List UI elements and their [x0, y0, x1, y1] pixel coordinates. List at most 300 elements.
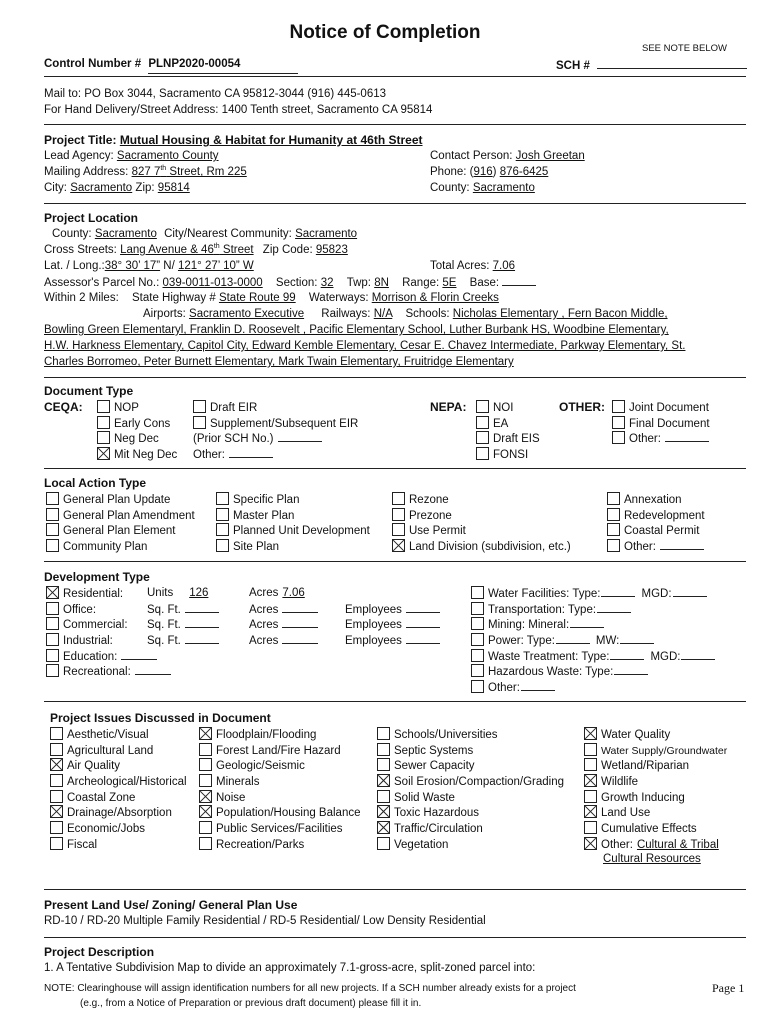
option-label: Recreation/Parks	[216, 838, 305, 851]
option-master-plan[interactable]	[216, 508, 370, 524]
fill-in-field[interactable]	[673, 586, 707, 597]
fill-in-field[interactable]	[185, 633, 219, 644]
option-soil-erosion-compaction-grading[interactable]	[377, 774, 564, 790]
aesthetic-visual-checkbox[interactable]	[50, 727, 63, 740]
option-coastal-permit[interactable]	[607, 523, 705, 539]
archeological-historical-checkbox[interactable]	[50, 774, 63, 787]
contact-person-row	[430, 149, 585, 165]
power-type-checkbox[interactable]	[471, 633, 484, 646]
option-specific-plan[interactable]	[216, 492, 370, 508]
fill-in-field[interactable]	[135, 664, 171, 675]
section-value: 32	[320, 277, 334, 289]
economic-jobs-checkbox[interactable]	[50, 821, 63, 834]
draft-eir-checkbox[interactable]	[193, 400, 206, 413]
option-label: (Prior SCH No.)	[193, 433, 274, 446]
option-other[interactable]	[193, 447, 358, 463]
option-label: Growth Inducing	[601, 791, 685, 804]
prezone-checkbox[interactable]	[392, 508, 405, 521]
option-label: Population/Housing Balance	[216, 807, 361, 820]
recreation-parks-checkbox[interactable]	[199, 837, 212, 850]
total-acres-value: 7.06	[492, 260, 516, 272]
lat-direction: N/	[160, 260, 178, 272]
parcel-row	[44, 275, 536, 292]
fill-in-field[interactable]	[610, 649, 644, 660]
wetland-riparian-checkbox[interactable]	[584, 758, 597, 771]
option-label: NOP	[114, 402, 139, 414]
option-septic-systems[interactable]	[377, 743, 564, 759]
other-options	[612, 400, 710, 447]
air-quality-checkbox[interactable]	[50, 758, 63, 771]
fill-in-field[interactable]	[614, 664, 648, 675]
fill-in-field[interactable]	[185, 617, 219, 628]
mailing-address-value: 827 7th Street, Rm 225	[131, 165, 247, 178]
toxic-hazardous-checkbox[interactable]	[377, 805, 390, 818]
sch-number-field[interactable]	[597, 57, 747, 69]
fiscal-checkbox[interactable]	[50, 837, 63, 850]
option-label: Cumulative Effects	[601, 823, 697, 836]
option-redevelopment[interactable]	[607, 508, 705, 524]
option-coastal-zone[interactable]	[50, 790, 187, 806]
option-label: Water Quality	[601, 729, 671, 741]
use-permit-checkbox[interactable]	[392, 523, 405, 536]
option-prior-sch-no[interactable]	[193, 431, 358, 447]
location-county-label: County:	[52, 228, 92, 240]
option-draft-eis[interactable]	[476, 431, 540, 447]
nepa-label: NEPA:	[430, 400, 467, 414]
option-aesthetic-visual[interactable]	[50, 727, 187, 743]
option-label: Prezone	[409, 509, 452, 522]
traffic-circulation-checkbox[interactable]	[377, 821, 390, 834]
waste-treatment-type-checkbox[interactable]	[471, 649, 484, 662]
city-value: Sacramento	[70, 182, 133, 194]
option-annexation[interactable]	[607, 492, 705, 508]
option-label: Wetland/Riparian	[601, 760, 690, 773]
base-field[interactable]	[502, 275, 536, 286]
other-checkbox[interactable]	[607, 539, 620, 552]
county-value: Sacramento	[472, 182, 535, 194]
option-water-supply-groundwater[interactable]	[584, 743, 727, 759]
option-label: Employees	[345, 603, 402, 616]
option-agricultural-land[interactable]	[50, 743, 187, 759]
land-use-heading: Present Land Use/ Zoning/ General Plan Use	[44, 898, 298, 912]
option-label: MW:	[595, 635, 620, 648]
ceqa-options	[97, 400, 177, 463]
option-label: Wildlife	[601, 776, 639, 789]
option-other[interactable]	[584, 837, 727, 853]
option-label: Other:	[193, 449, 225, 462]
agricultural-land-checkbox[interactable]	[50, 743, 63, 756]
county-row	[430, 181, 535, 197]
fill-in-field[interactable]	[406, 633, 440, 644]
floodplain-flooding-checkbox[interactable]	[199, 727, 212, 740]
option-schools-universities[interactable]	[377, 727, 564, 743]
fill-in-field[interactable]	[229, 447, 273, 458]
fill-in-field[interactable]	[570, 617, 604, 628]
divider	[44, 76, 746, 77]
mining-mineral-checkbox[interactable]	[471, 617, 484, 630]
phone-area-code: 916	[473, 166, 493, 178]
lat-long-label: Lat. / Long.:	[44, 260, 105, 272]
fill-in-field[interactable]	[521, 680, 555, 691]
option-economic-jobs[interactable]	[50, 821, 187, 837]
option-label: Joint Document	[629, 402, 709, 414]
local-action-options-4	[607, 492, 705, 555]
cumulative-effects-checkbox[interactable]	[584, 821, 597, 834]
redevelopment-checkbox[interactable]	[607, 508, 620, 521]
divider	[44, 889, 746, 890]
drainage-absorption-checkbox[interactable]	[50, 805, 63, 818]
option-label: General Plan Element	[63, 525, 176, 538]
option-fonsi[interactable]	[476, 447, 540, 463]
local-action-heading: Local Action Type	[44, 476, 147, 490]
education-checkbox[interactable]	[46, 649, 59, 662]
option-label: Soil Erosion/Compaction/Grading	[394, 776, 565, 789]
sewer-capacity-checkbox[interactable]	[377, 758, 390, 771]
option-planned-unit-development[interactable]	[216, 523, 370, 539]
option-label: Early Cons	[114, 417, 171, 430]
ea-checkbox[interactable]	[476, 416, 489, 429]
option-ea[interactable]	[476, 416, 540, 432]
location-county-row	[52, 227, 357, 243]
option-label: Land Use	[601, 807, 651, 820]
other-label: OTHER:	[559, 400, 605, 414]
option-site-plan[interactable]	[216, 539, 370, 555]
option-floodplain-flooding[interactable]	[199, 727, 361, 743]
vegetation-checkbox[interactable]	[377, 837, 390, 850]
option-public-services-facilities[interactable]	[199, 821, 361, 837]
mailing-address-row	[44, 165, 247, 181]
range-value: 5E	[442, 277, 457, 289]
option-label: Water Supply/Groundwater	[601, 744, 728, 757]
waterways-label: Waterways:	[308, 292, 369, 304]
option-label: Floodplain/Flooding	[216, 729, 317, 741]
option-supplement-subsequent-eir[interactable]	[193, 416, 358, 432]
community-plan-checkbox[interactable]	[46, 539, 59, 552]
minerals-checkbox[interactable]	[199, 774, 212, 787]
option-general-plan-update[interactable]	[46, 492, 195, 508]
option-use-permit[interactable]	[392, 523, 571, 539]
neg-dec-checkbox[interactable]	[97, 431, 110, 444]
highway-value: State Route 99	[218, 292, 296, 304]
facility-power-type[interactable]	[471, 633, 715, 649]
recreational-checkbox[interactable]	[46, 664, 59, 677]
soil-erosion-compaction-grading-checkbox[interactable]	[377, 774, 390, 787]
local-action-options-2	[216, 492, 370, 555]
option-label: Power: Type:	[488, 635, 555, 648]
land-use-checkbox[interactable]	[584, 805, 597, 818]
option-forest-land-fire-hazard[interactable]	[199, 743, 361, 759]
project-description-heading: Project Description	[44, 945, 155, 959]
option-vegetation[interactable]	[377, 837, 564, 853]
fill-in-field[interactable]	[282, 602, 318, 613]
see-note-text: SEE NOTE BELOW	[642, 43, 727, 54]
option-community-plan[interactable]	[46, 539, 195, 555]
solid-waste-checkbox[interactable]	[377, 790, 390, 803]
option-label: Traffic/Circulation	[394, 823, 483, 836]
specific-plan-checkbox[interactable]	[216, 492, 229, 505]
general-plan-element-checkbox[interactable]	[46, 523, 59, 536]
option-label: Solid Waste	[394, 791, 455, 804]
septic-systems-checkbox[interactable]	[377, 743, 390, 756]
fill-in-field[interactable]	[665, 431, 709, 442]
phone-value: 876-6425	[499, 166, 549, 178]
option-label: Sewer Capacity	[394, 760, 475, 773]
planned-unit-development-checkbox[interactable]	[216, 523, 229, 536]
county-label: County:	[430, 182, 470, 194]
option-recreation-parks[interactable]	[199, 837, 361, 853]
fill-in-field[interactable]	[278, 431, 322, 442]
option-air-quality[interactable]	[50, 758, 187, 774]
option-noise[interactable]	[199, 790, 361, 806]
option-label: Sq. Ft.	[147, 619, 181, 632]
option-label: Commercial:	[63, 619, 128, 632]
development-education[interactable]	[46, 649, 171, 665]
option-land-use[interactable]	[584, 805, 727, 821]
sch-number-row	[556, 57, 747, 75]
early-cons-checkbox[interactable]	[97, 416, 110, 429]
facility-transportation-type[interactable]	[471, 602, 715, 618]
fill-in-field[interactable]	[121, 649, 157, 660]
option-label: Master Plan	[233, 509, 295, 522]
option-label: Industrial:	[63, 635, 113, 648]
option-drainage-absorption[interactable]	[50, 805, 187, 821]
option-geologic-seismic[interactable]	[199, 758, 361, 774]
option-label: Neg Dec	[114, 433, 159, 446]
option-toxic-hazardous[interactable]	[377, 805, 564, 821]
fill-in-field[interactable]	[660, 539, 704, 550]
option-label: General Plan Amendment	[63, 509, 195, 522]
option-label: Other:	[601, 838, 633, 851]
other-checkbox[interactable]	[612, 431, 625, 444]
joint-document-checkbox[interactable]	[612, 400, 625, 413]
option-general-plan-element[interactable]	[46, 523, 195, 539]
option-other[interactable]	[607, 539, 705, 555]
option-prezone[interactable]	[392, 508, 571, 524]
noi-checkbox[interactable]	[476, 400, 489, 413]
option-draft-eir[interactable]	[193, 400, 358, 416]
control-number-field[interactable]: PLNP2020-00054	[148, 57, 298, 74]
final-document-checkbox[interactable]	[612, 416, 625, 429]
general-plan-amendment-checkbox[interactable]	[46, 508, 59, 521]
total-acres-label: Total Acres:	[430, 260, 490, 272]
option-value: Cultural & Tribal	[636, 838, 719, 851]
twp-label: Twp:	[346, 277, 371, 289]
divider	[44, 468, 746, 469]
option-wildlife[interactable]	[584, 774, 727, 790]
option-label: Acres	[249, 635, 279, 648]
growth-inducing-checkbox[interactable]	[584, 790, 597, 803]
option-sewer-capacity[interactable]	[377, 758, 564, 774]
option-rezone[interactable]	[392, 492, 571, 508]
option-label: Waste Treatment: Type:	[488, 650, 610, 663]
phone-label: Phone: (	[430, 166, 474, 178]
lat-long-row	[44, 259, 254, 275]
option-label: Hazardous Waste: Type:	[488, 666, 614, 679]
population-housing-balance-checkbox[interactable]	[199, 805, 212, 818]
option-label: Use Permit	[409, 525, 466, 538]
land-use-value: RD-10 / RD-20 Multiple Family Residential / RD-5 Residential/ Low Density Residential	[44, 915, 486, 927]
option-minerals[interactable]	[199, 774, 361, 790]
fill-in-field[interactable]	[282, 633, 318, 644]
longitude-value: 121° 27’ 10” W	[177, 260, 254, 272]
draft-eis-checkbox[interactable]	[476, 431, 489, 444]
mailing-address-label: Mailing Address:	[44, 166, 129, 178]
range-label: Range:	[402, 277, 440, 289]
lead-agency-label: Lead Agency:	[44, 150, 114, 162]
option-other[interactable]	[612, 431, 710, 447]
option-label: Geologic/Seismic	[216, 760, 305, 773]
option-growth-inducing[interactable]	[584, 790, 727, 806]
rezone-checkbox[interactable]	[392, 492, 405, 505]
residential-checkbox[interactable]	[46, 586, 59, 599]
office-checkbox[interactable]	[46, 602, 59, 615]
option-label: Sq. Ft.	[147, 635, 181, 648]
note-line-2: (e.g., from a Notice of Preparation or previous draft document) please fill it in.	[80, 998, 422, 1009]
forest-land-fire-hazard-checkbox[interactable]	[199, 743, 212, 756]
option-label: Supplement/Subsequent EIR	[210, 417, 359, 430]
other-checkbox[interactable]	[584, 837, 597, 850]
fill-in-field[interactable]	[282, 617, 318, 628]
location-zip-value: 95823	[315, 244, 348, 256]
option-label: Coastal Permit	[624, 525, 700, 538]
supplement-subsequent-eir-checkbox[interactable]	[193, 416, 206, 429]
location-zip-label: Zip Code:	[262, 244, 313, 256]
industrial-checkbox[interactable]	[46, 633, 59, 646]
highway-label: State Highway #	[131, 292, 216, 304]
option-mit-neg-dec[interactable]	[97, 447, 177, 463]
transportation-type-checkbox[interactable]	[471, 602, 484, 615]
latitude-value: 38° 30’ 17”	[104, 260, 161, 272]
option-archeological-historical[interactable]	[50, 774, 187, 790]
fill-in-field[interactable]	[620, 633, 654, 644]
development-industrial[interactable]	[46, 633, 402, 649]
document-type-heading: Document Type	[44, 384, 134, 398]
schools-line-2: Bowling Green Elementaryl, Franklin D. Roosevelt , Pacific Elementary School, Luther Burbank HS, Woodbine Elementary,	[44, 324, 669, 336]
master-plan-checkbox[interactable]	[216, 508, 229, 521]
facility-hazardous-waste-type[interactable]	[471, 664, 715, 680]
project-title-row	[44, 133, 423, 149]
option-noi[interactable]	[476, 400, 540, 416]
option-joint-document[interactable]	[612, 400, 710, 416]
land-division-subdivision-etc-checkbox[interactable]	[392, 539, 405, 552]
mit-neg-dec-checkbox[interactable]	[97, 447, 110, 460]
sch-number-label: SCH #	[556, 60, 590, 72]
geologic-seismic-checkbox[interactable]	[199, 758, 212, 771]
option-label: Employees	[345, 635, 402, 648]
water-facilities-type-checkbox[interactable]	[471, 586, 484, 599]
option-label: Economic/Jobs	[67, 823, 145, 836]
coastal-permit-checkbox[interactable]	[607, 523, 620, 536]
facility-other[interactable]	[471, 680, 715, 696]
commercial-checkbox[interactable]	[46, 617, 59, 630]
apn-label: Assessor's Parcel No.:	[44, 277, 160, 289]
option-water-quality[interactable]	[584, 727, 727, 743]
coastal-zone-checkbox[interactable]	[50, 790, 63, 803]
option-fiscal[interactable]	[50, 837, 187, 853]
noise-checkbox[interactable]	[199, 790, 212, 803]
hazardous-waste-type-checkbox[interactable]	[471, 664, 484, 677]
lead-agency-value: Sacramento County	[116, 150, 219, 162]
fill-in-field[interactable]	[597, 602, 631, 613]
divider	[44, 377, 746, 378]
zip-value: 95814	[157, 182, 190, 194]
option-general-plan-amendment[interactable]	[46, 508, 195, 524]
option-traffic-circulation[interactable]	[377, 821, 564, 837]
option-nop[interactable]	[97, 400, 177, 416]
option-label: Final Document	[629, 417, 710, 430]
development-recreational[interactable]	[46, 664, 171, 680]
option-label: Acres	[249, 619, 279, 632]
fill-in-field[interactable]	[406, 602, 440, 613]
development-office[interactable]	[46, 602, 402, 618]
option-population-housing-balance[interactable]	[199, 805, 361, 821]
option-wetland-riparian[interactable]	[584, 758, 727, 774]
fill-in-field[interactable]	[185, 602, 219, 613]
wildlife-checkbox[interactable]	[584, 774, 597, 787]
contact-person-label: Contact Person:	[430, 150, 513, 162]
general-plan-update-checkbox[interactable]	[46, 492, 59, 505]
fonsi-checkbox[interactable]	[476, 447, 489, 460]
option-label: Public Services/Facilities	[216, 823, 343, 836]
option-final-document[interactable]	[612, 416, 710, 432]
cross-streets-row	[44, 243, 348, 259]
annexation-checkbox[interactable]	[607, 492, 620, 505]
nop-checkbox[interactable]	[97, 400, 110, 413]
page-number: Page 1	[712, 981, 745, 995]
form-title: Notice of Completion	[289, 22, 481, 43]
option-label: NOI	[493, 402, 514, 414]
ceqa-label: CEQA:	[44, 400, 83, 414]
schools-line-4: Charles Borromeo, Peter Burnett Elementary, Mark Twain Elementary, Fruitridge Elementary	[44, 356, 514, 368]
apn-value: 039-0011-013-0000	[162, 277, 263, 289]
development-commercial[interactable]	[46, 617, 402, 633]
hand-delivery-line: For Hand Delivery/Street Address: 1400 Tenth street, Sacramento CA 95814	[44, 104, 433, 116]
option-label: Drainage/Absorption	[67, 807, 172, 820]
control-number-row	[44, 57, 298, 74]
option-label: Mining: Mineral:	[488, 619, 570, 632]
divider	[44, 203, 746, 204]
option-label: MGD:	[650, 650, 681, 663]
fill-in-field[interactable]	[556, 633, 590, 644]
location-city-label: City/Nearest Community:	[164, 228, 292, 240]
other-checkbox[interactable]	[471, 680, 484, 693]
option-label: Redevelopment	[624, 509, 705, 522]
project-location-heading: Project Location	[44, 211, 139, 225]
option-neg-dec[interactable]	[97, 431, 177, 447]
fill-in-field[interactable]	[681, 649, 715, 660]
development-residential[interactable]	[46, 586, 305, 602]
option-solid-waste[interactable]	[377, 790, 564, 806]
fill-in-field[interactable]	[601, 586, 635, 597]
facility-mining-mineral[interactable]	[471, 617, 715, 633]
fill-in-field[interactable]	[406, 617, 440, 628]
option-label: General Plan Update	[63, 494, 171, 506]
public-services-facilities-checkbox[interactable]	[199, 821, 212, 834]
facility-waste-treatment-type[interactable]	[471, 649, 715, 665]
option-label: Education:	[63, 650, 118, 663]
facility-water-facilities-type[interactable]	[471, 586, 715, 602]
option-early-cons[interactable]	[97, 416, 177, 432]
option-label: Office:	[63, 603, 97, 616]
ceqa-options-2	[193, 400, 358, 463]
schools-universities-checkbox[interactable]	[377, 727, 390, 740]
water-supply-groundwater-checkbox[interactable]	[584, 743, 597, 756]
option-label: Air Quality	[67, 760, 121, 773]
water-quality-checkbox[interactable]	[584, 727, 597, 740]
site-plan-checkbox[interactable]	[216, 539, 229, 552]
option-land-division-subdivision-etc[interactable]	[392, 539, 571, 555]
option-cumulative-effects[interactable]	[584, 821, 727, 837]
